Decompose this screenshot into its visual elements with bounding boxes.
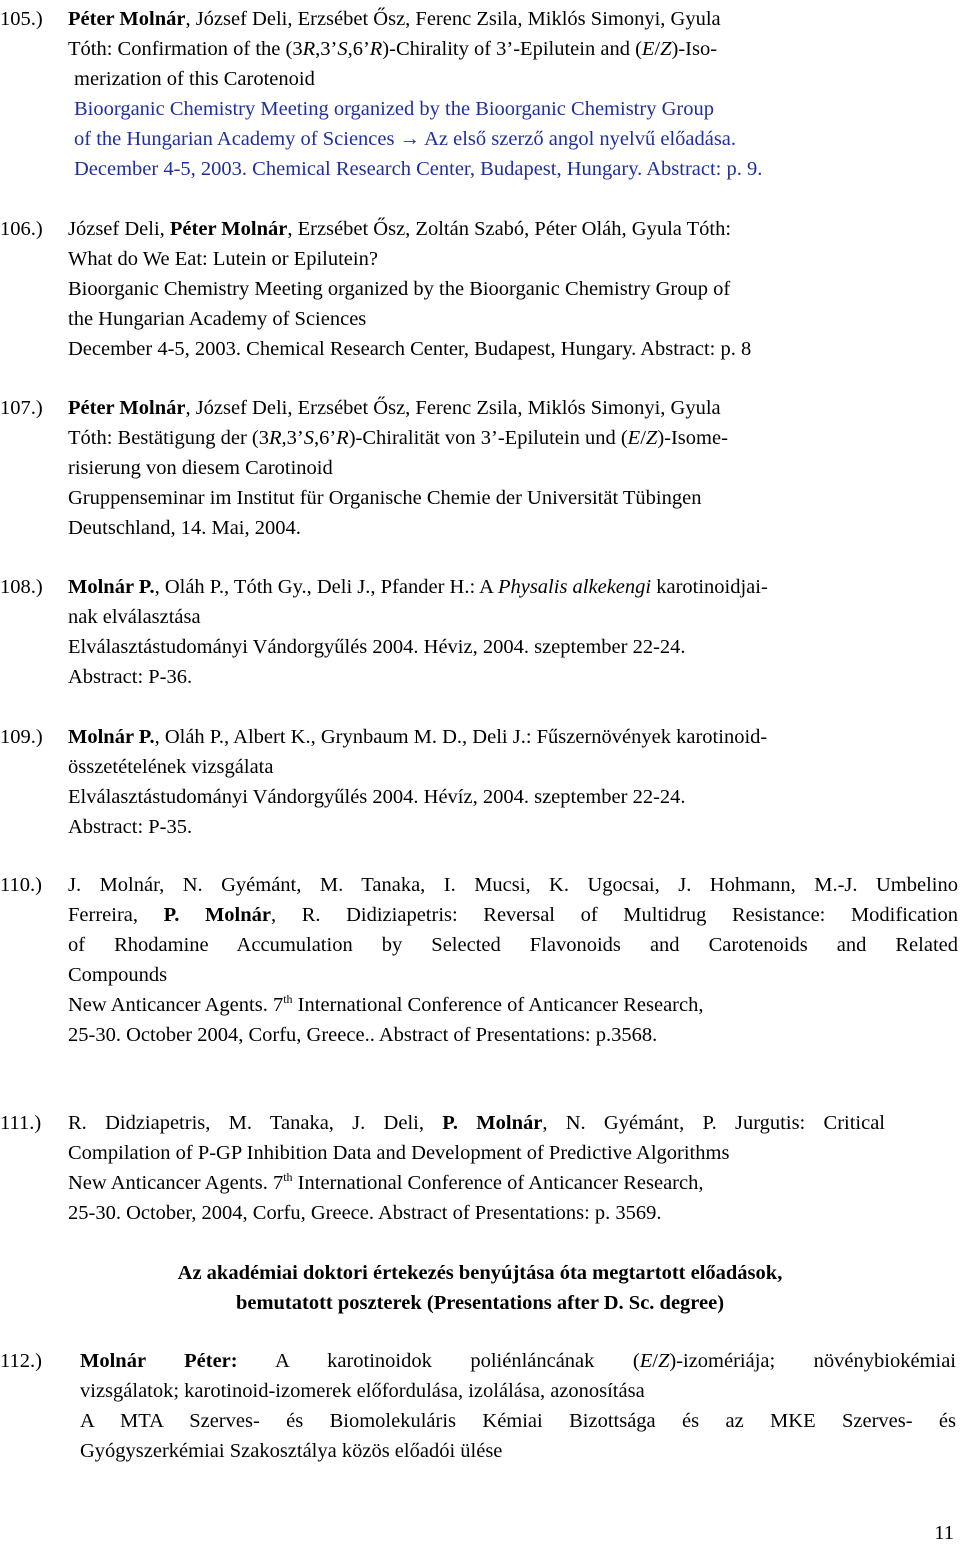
entry-112 (0, 1346, 958, 1466)
title-line: Compounds (68, 964, 168, 986)
authors-line: R. Didziapetris, M. Tanaka, J. Deli, P. Molnár, N. Gyémánt, P. Jurgutis: Critical (68, 1112, 885, 1134)
author-highlight: Péter Molnár (68, 397, 186, 419)
event-line: Abstract: P-35. (68, 816, 193, 838)
authors: , Oláh P., Tóth Gy., Deli J., Pfander H.: A (154, 576, 498, 598)
title-line: What do We Eat: Lutein or Epilutein? (68, 248, 378, 270)
entry-106 (0, 214, 958, 364)
entry-number: 110.) (0, 874, 42, 896)
entry-110 (0, 870, 958, 1050)
heading-line: Az akadémiai doktori értekezés benyújtása óta megtartott előadások, (177, 1262, 783, 1284)
entry-105 (0, 4, 958, 184)
entry-number: 112.) (0, 1350, 42, 1372)
title-line: of Rhodamine Accumulation by Selected Flavonoids and Carotenoids and Related (68, 934, 958, 956)
entry-number: 105.) (0, 8, 43, 30)
author-highlight: Molnár Péter: (80, 1350, 238, 1372)
event-line: Gruppenseminar im Institut für Organische Chemie der Universität Tübingen (68, 487, 702, 509)
event-line: Elválasztástudományi Vándorgyűlés 2004. Hévíz, 2004. szeptember 22-24. (68, 786, 686, 808)
entry-number: 109.) (0, 726, 43, 748)
event-line: Bioorganic Chemistry Meeting organized by the Bioorganic Chemistry Group of (68, 278, 731, 300)
title-line: Molnár Péter: A karotinoidok poliénláncának (E/Z)-izomériája; növénybiokémiai (80, 1350, 956, 1372)
title-line: Tóth: Confirmation of the (3R,3’S,6’R)-Chirality of 3’-Epilutein and (E/Z)-Iso- (68, 38, 718, 60)
entry-109 (0, 722, 958, 842)
event-line: New Anticancer Agents. 7th International Conference of Anticancer Research, (68, 992, 704, 1016)
event-line: December 4-5, 2003. Chemical Research Center, Budapest, Hungary. Abstract: p. 9. (74, 158, 763, 180)
authors: , József Deli, Erzsébet Ősz, Ferenc Zsila, Miklós Simonyi, Gyula (185, 397, 721, 419)
authors: , Oláh P., Albert K., Grynbaum M. D., Deli J.: Fűszernövények karotinoid- (154, 726, 768, 748)
event-line: the Hungarian Academy of Sciences (68, 308, 367, 330)
author-highlight: Molnár P. (68, 576, 155, 598)
entry-108 (0, 572, 958, 692)
page-number: 11 (934, 1522, 954, 1544)
event-line: 25-30. October, 2004, Corfu, Greece. Abstract of Presentations: p. 3569. (68, 1202, 662, 1224)
entry-number: 108.) (0, 576, 43, 598)
event-line: Abstract: P-36. (68, 666, 193, 688)
title-line: Ferreira, P. Molnár, R. Didiziapetris: Reversal of Multidrug Resistance: Modification (68, 904, 958, 926)
section-heading (0, 1258, 960, 1318)
authors-line: J. Molnár, N. Gyémánt, M. Tanaka, I. Mucsi, K. Ugocsai, J. Hohmann, M.-J. Umbelino (68, 874, 958, 896)
title-line: vizsgálatok; karotinoid-izomerek előfordulása, izolálása, azonosítása (80, 1380, 645, 1402)
title-line: nak elválasztása (68, 606, 201, 628)
event-line: of the Hungarian Academy of Sciences → Az első szerző angol nyelvű előadása. (74, 128, 737, 150)
event-line: 25-30. October 2004, Corfu, Greece.. Abstract of Presentations: p.3568. (68, 1024, 658, 1046)
title-line: Tóth: Bestätigung der (3R,3’S,6’R)-Chiralität von 3’-Epilutein und (E/Z)-Isome- (68, 427, 728, 449)
entry-number: 107.) (0, 397, 43, 419)
author-highlight: P. Molnár (163, 904, 271, 926)
authors: , Erzsébet Ősz, Zoltán Szabó, Péter Oláh, Gyula Tóth: (287, 218, 732, 240)
event-line: Bioorganic Chemistry Meeting organized by the Bioorganic Chemistry Group (74, 98, 714, 120)
event-line: Elválasztástudományi Vándorgyűlés 2004. Héviz, 2004. szeptember 22-24. (68, 636, 686, 658)
author-highlight: Péter Molnár (169, 218, 288, 240)
title-line: risierung von diesem Carotinoid (68, 457, 333, 479)
title: karotinoidjai- (651, 576, 768, 598)
title-line: merization of this Carotenoid (74, 68, 315, 90)
event-line: Gyógyszerkémiai Szakosztálya közös előadói ülése (80, 1440, 503, 1462)
authors: , József Deli, Erzsébet Ősz, Ferenc Zsila, Miklós Simonyi, Gyula (185, 8, 721, 30)
event-line: A MTA Szerves- és Biomolekuláris Kémiai Bizottsága és az MKE Szerves- és (80, 1410, 956, 1432)
entry-111 (0, 1108, 958, 1228)
event-line: New Anticancer Agents. 7th International Conference of Anticancer Research, (68, 1170, 704, 1194)
author-highlight: Péter Molnár (68, 8, 186, 30)
event-line: December 4-5, 2003. Chemical Research Center, Budapest, Hungary. Abstract: p. 8 (68, 338, 752, 360)
authors: József Deli, (68, 218, 170, 240)
event-line: Deutschland, 14. Mai, 2004. (68, 517, 301, 539)
title-italic: Physalis alkekengi (497, 576, 652, 598)
entry-number: 106.) (0, 218, 43, 240)
title-line: összetételének vizsgálata (68, 756, 274, 778)
entry-107 (0, 393, 958, 543)
heading-line: bemutatott poszterek (Presentations after D. Sc. degree) (235, 1292, 725, 1314)
title-line: Compilation of P-GP Inhibition Data and Development of Predictive Algorithms (68, 1142, 730, 1164)
entry-number: 111.) (0, 1112, 42, 1134)
author-highlight: P. Molnár (442, 1112, 543, 1134)
author-highlight: Molnár P. (68, 726, 155, 748)
